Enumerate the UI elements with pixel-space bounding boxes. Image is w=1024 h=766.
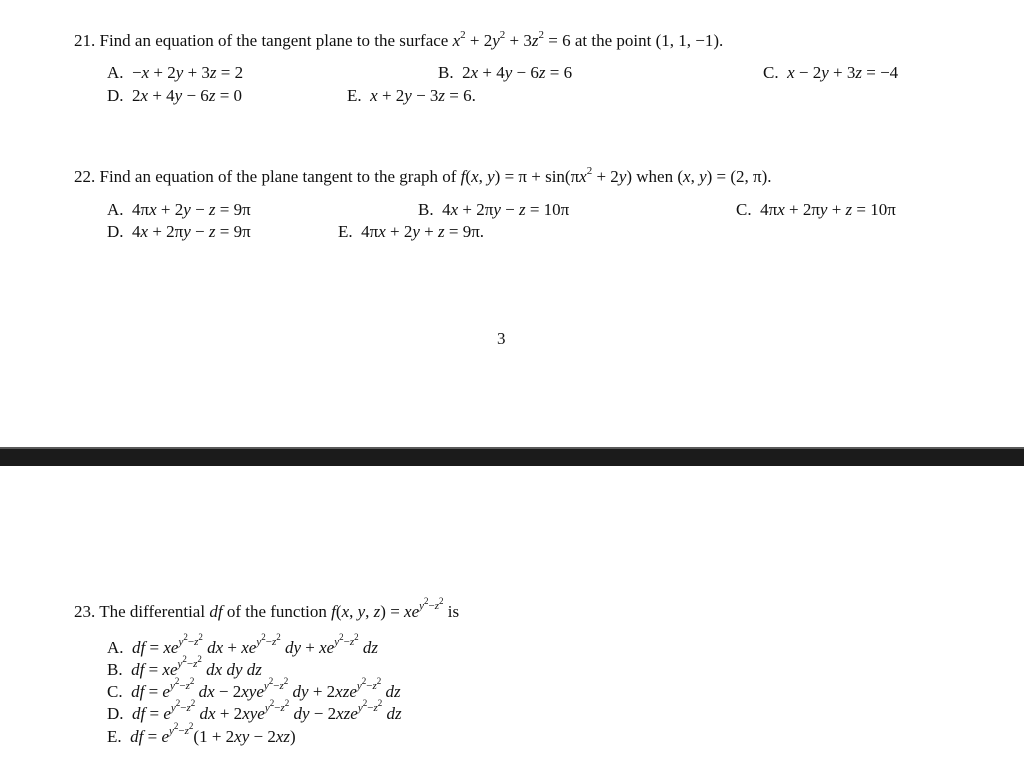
question-23-stem: 23. The differential df of the function f(x, y, $z) = xe^{y^2-z^2}$ is bbox=[74, 595, 460, 621]
option-letter: D. bbox=[107, 86, 124, 105]
q21-option-e[interactable]: E. x + 2y − 3z = 6. bbox=[347, 86, 476, 105]
q23-option-e[interactable]: E. df = $e^{y^2-z^2}(1 + 2xy - 2xz)$ bbox=[107, 720, 296, 746]
q23-option-a[interactable]: A. df = $xe^{y^2-z^2}$ dx + $xe^{y^2-z^2}$ dy + $xe^{y^2-z^2}$ dz bbox=[107, 631, 378, 657]
option-letter: B. bbox=[438, 63, 454, 82]
question-22-stem: 22. Find an equation of the plane tangent to the graph of f(x, $y) = \pi + \sin(\pi x^2 + 2y)$ when (x, y) = (2, π). bbox=[74, 165, 772, 186]
option-letter: A. bbox=[107, 638, 124, 657]
option-letter: C. bbox=[736, 200, 752, 219]
q21-option-d[interactable]: D. 2x + 4y − 6z = 0 bbox=[107, 86, 243, 105]
q21-option-b[interactable]: B. 2x + 4y − 6z = 6 bbox=[438, 63, 573, 82]
question-22-number: 22. bbox=[74, 167, 96, 186]
option-letter: A. bbox=[107, 200, 124, 219]
q23-option-d[interactable]: D. df = $e^{y^2-z^2}$ dx + 2xye$^{y^2-z^2}$ dy − 2xze$^{y^2-z^2}$ dz bbox=[107, 697, 402, 723]
q23-option-c[interactable]: C. df = $e^{y^2-z^2}$ dx − 2xye$^{y^2-z^2}$ dy + 2xze$^{y^2-z^2}$ dz bbox=[107, 675, 401, 701]
question-21-number: 21. bbox=[74, 31, 96, 50]
option-letter: D. bbox=[107, 222, 124, 241]
question-21-stem: 21. Find an equation of the tangent plane to the surface $x^2 + 2y^2 + 3z^2 = 6$ at the point (1, 1, −1). bbox=[74, 29, 724, 50]
page-divider bbox=[0, 447, 1024, 466]
q22-option-e[interactable]: E. 4πx + 2y + z = 9π. bbox=[338, 222, 485, 241]
option-letter: A. bbox=[107, 63, 124, 82]
exam-page-bottom bbox=[0, 466, 1024, 766]
option-letter: E. bbox=[347, 86, 362, 105]
option-letter: E. bbox=[338, 222, 353, 241]
q21-option-c[interactable]: C. x − 2y + 3z = −4 bbox=[763, 63, 899, 82]
option-letter: D. bbox=[107, 704, 124, 723]
question-23-number: 23. bbox=[74, 602, 96, 621]
option-letter: C. bbox=[763, 63, 779, 82]
option-letter: E. bbox=[107, 727, 122, 746]
q23-option-b[interactable]: B. df = $xe^{y^2-z^2}$ dx dy dz bbox=[107, 653, 262, 679]
option-letter: B. bbox=[418, 200, 434, 219]
q22-option-b[interactable]: B. 4x + 2πy − z = 10π bbox=[418, 200, 570, 219]
page-number: 3 bbox=[497, 329, 506, 348]
q22-option-c[interactable]: C. 4πx + 2πy + z = 10π bbox=[736, 200, 896, 219]
q21-option-a[interactable]: A. −x + 2y + 3z = 2 bbox=[107, 63, 244, 82]
option-letter: B. bbox=[107, 660, 123, 679]
q22-option-d[interactable]: D. 4x + 2πy − z = 9π bbox=[107, 222, 251, 241]
option-letter: C. bbox=[107, 682, 123, 701]
q22-option-a[interactable]: A. 4πx + 2y − z = 9π bbox=[107, 200, 251, 219]
